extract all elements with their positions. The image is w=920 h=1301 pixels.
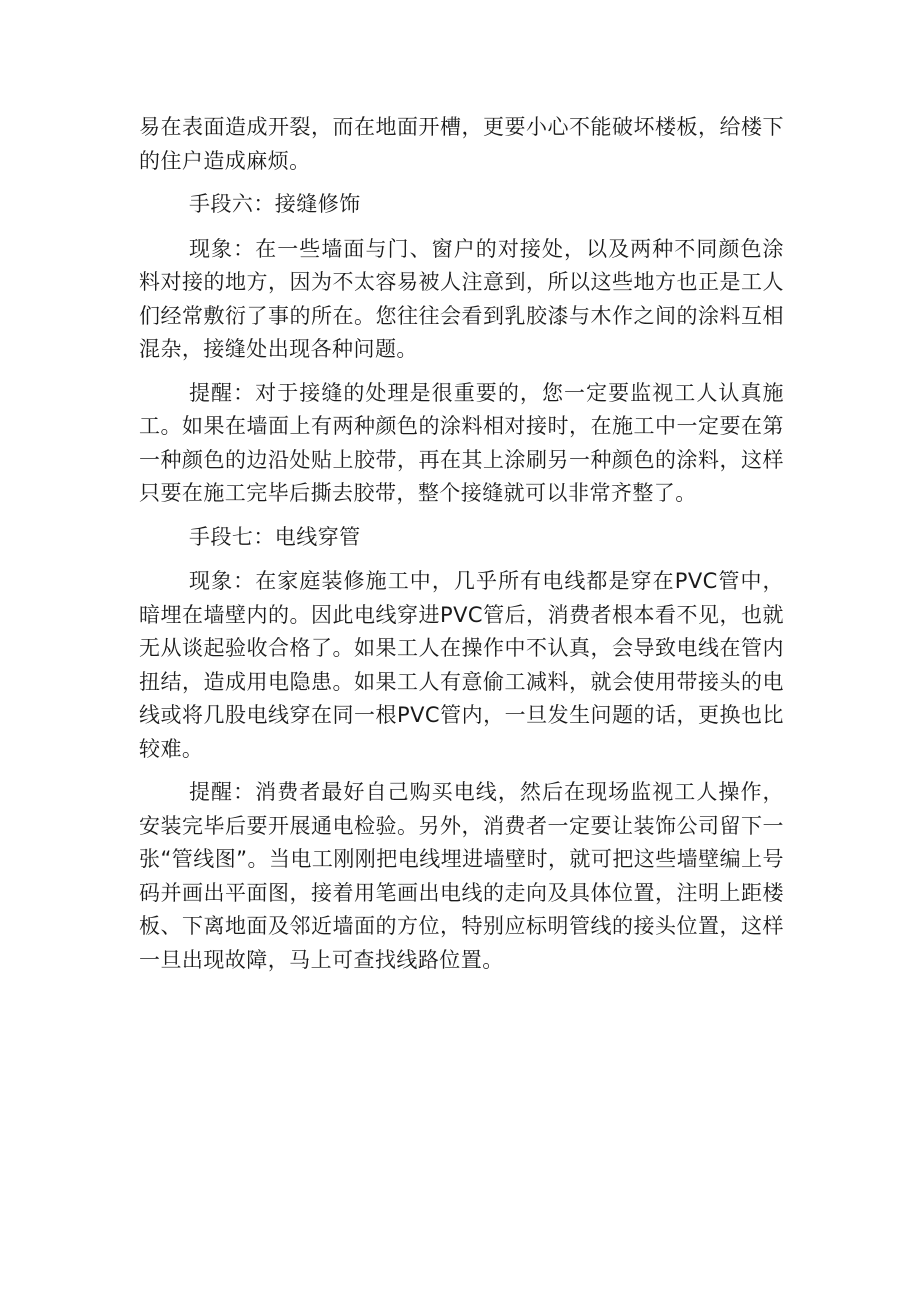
document-body — [139, 111, 784, 987]
paragraph-wire-phenomenon: 现象：在家庭装修施工中，几乎所有电线都是穿在PVC管中，暗埋在墙壁内的。因此电线穿进PVC管后，消费者根本看不见，也就无从谈起验收合格了。如果工人在操作中不认真，会导致电线在管内扭结，造成用电隐患。如果工人有意偷工减料，就会使用带接头的电线或将几股电线穿在同一根PVC管内，一旦发生问题的话，更换也比较难。 — [139, 569, 784, 761]
paragraph-seam-reminder: 提醒：对于接缝的处理是很重要的，您一定要监视工人认真施工。如果在墙面上有两种颜色的涂料相对接时，在施工中一定要在第一种颜色的边沿处贴上胶带，再在其上涂刷另一种颜色的涂料，这样只要在施工完毕后撕去胶带，整个接缝就可以非常齐整了。 — [139, 380, 784, 505]
section-heading-seam-finishing: 手段六：接缝修饰 — [189, 192, 361, 216]
paragraph-seam-phenomenon: 现象：在一些墙面与门、窗户的对接处，以及两种不同颜色涂料对接的地方，因为不太容易被人注意到，所以这些地方也正是工人们经常敷衍了事的所在。您往往会看到乳胶漆与木作之间的涂料互相混杂，接缝处出现各种问题。 — [139, 236, 784, 361]
paragraph-wire-reminder: 提醒：消费者最好自己购买电线，然后在现场监视工人操作，安装完毕后要开展通电检验。另外，消费者一定要让装饰公司留下一张“管线图”。当电工刚刚把电线埋进墙壁时，就可把这些墙壁编上号码并画出平面图，接着用笔画出电线的走向及具体位置，注明上距楼板、下离地面及邻近墙面的方位，特别应标明管线的接头位置，这样一旦出现故障，马上可查找线路位置。 — [139, 780, 784, 972]
section-heading-wire-conduit: 手段七：电线穿管 — [189, 524, 361, 549]
paragraph-continuation: 易在表面造成开裂，而在地面开槽，更要小心不能破坏楼板，给楼下的住户造成麻烦。 — [139, 115, 784, 173]
